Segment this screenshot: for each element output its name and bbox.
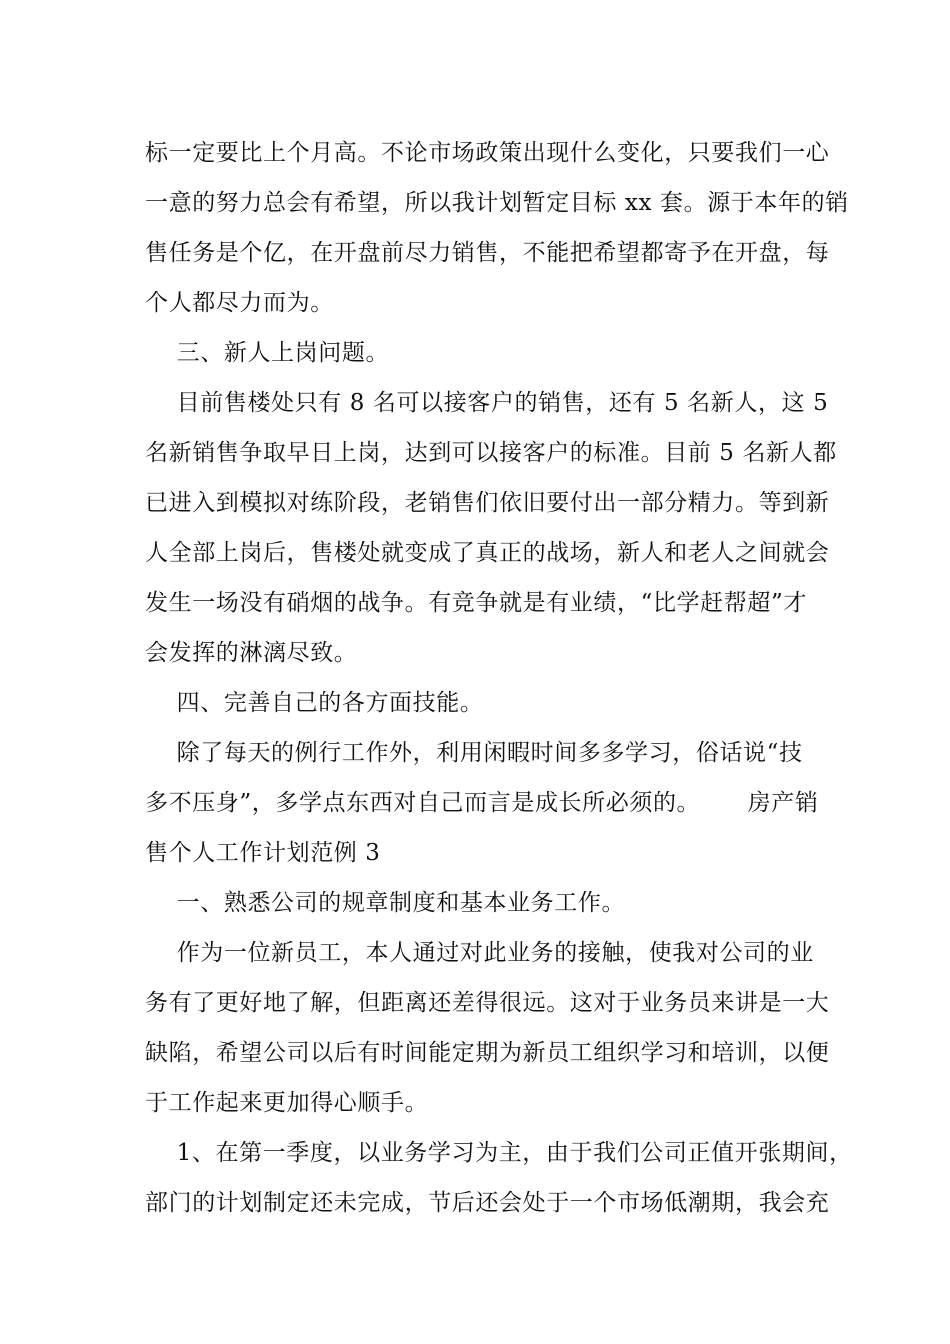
text-line: 部门的计划制定还未完成，节后还会处于一个市场低潮期，我会充: [145, 1190, 830, 1216]
text-line: 目前售楼处只有 8 名可以接客户的销售，还有 5 名新人，这 5: [145, 390, 829, 416]
text-line: 售个人工作计划范例 3: [145, 840, 381, 866]
text-line: 会发挥的淋漓尽致。: [145, 640, 358, 666]
text-line: 于工作起来更加得心顺手。: [145, 1090, 429, 1116]
text-line: 除了每天的例行工作外，利用闲暇时间多多学习，俗话说“技: [145, 740, 803, 766]
text-line: 务有了更好地了解，但距离还差得很远。这对于业务员来讲是一大: [145, 990, 830, 1016]
section-heading: 四、完善自己的各方面技能。: [145, 690, 484, 716]
text-line: 缺陷，希望公司以后有时间能定期为新员工组织学习和培训，以便: [145, 1040, 830, 1066]
text-line: 发生一场没有硝烟的战争。有竞争就是有业绩，“比学赶帮超”才: [145, 590, 807, 616]
text-line: 已进入到模拟对练阶段，老销售们依旧要付出一部分精力。等到新: [145, 490, 830, 516]
text-line: 人全部上岗后，售楼处就变成了真正的战场，新人和老人之间就会: [145, 540, 830, 566]
text-line: 一意的努力总会有希望，所以我计划暂定目标 xx 套。源于本年的销: [145, 190, 849, 216]
text-line: 名新销售争取早日上岗，达到可以接客户的标准。目前 5 名新人都: [145, 440, 837, 466]
section-heading: 一、熟悉公司的规章制度和基本业务工作。: [145, 890, 626, 916]
text-line: 标一定要比上个月高。不论市场政策出现什么变化，只要我们一心: [145, 140, 830, 166]
text-line: 1、在第一季度，以业务学习为主，由于我们公司正值开张期间，: [145, 1140, 853, 1166]
text-line: 售任务是个亿，在开盘前尽力销售，不能把希望都寄予在开盘，每: [145, 240, 830, 266]
text-line: 作为一位新员工，本人通过对此业务的接触，使我对公司的业: [145, 940, 814, 966]
text-line: 多不压身”，多学点东西对自己而言是成长所必须的。 房产销: [145, 790, 819, 816]
section-heading: 三、新人上岗问题。: [145, 340, 390, 366]
text-line: 个人都尽力而为。: [145, 290, 334, 316]
